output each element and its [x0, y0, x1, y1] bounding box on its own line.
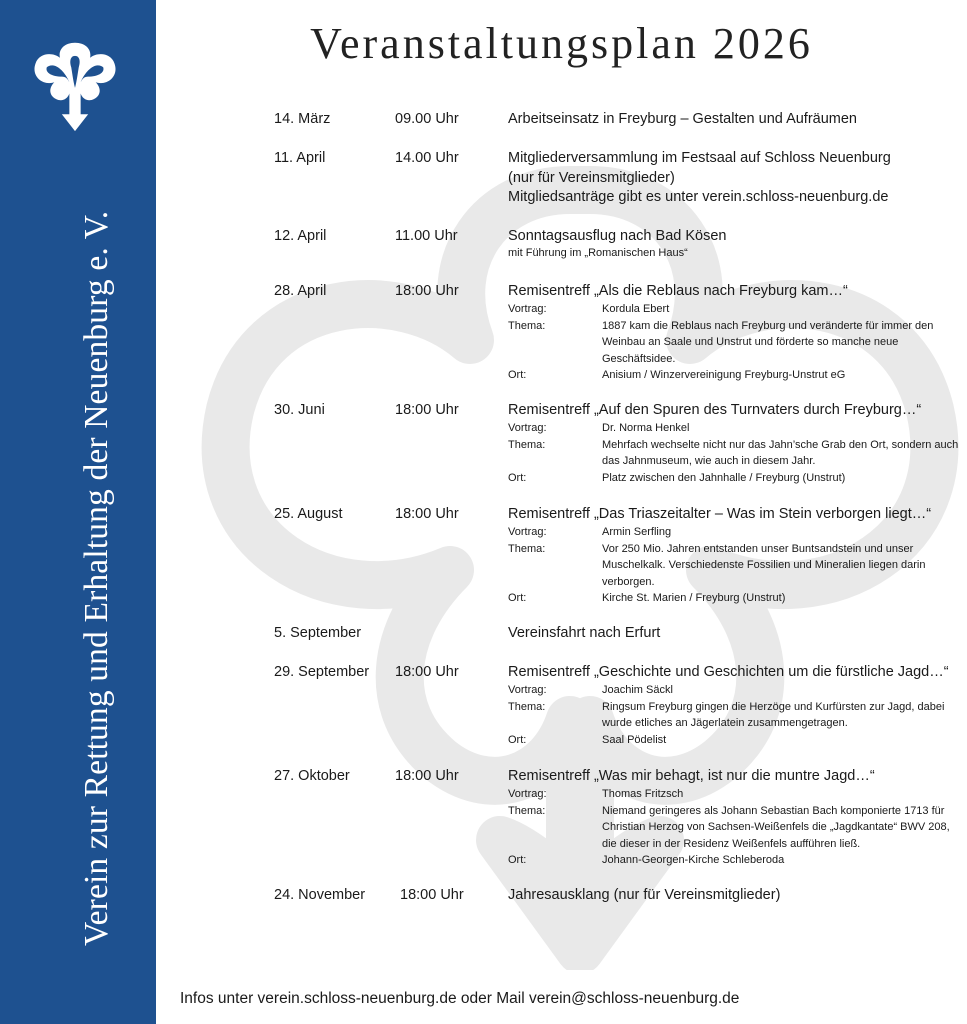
event-date: 25. August [274, 506, 343, 522]
event-title: Remisentreff „Das Triaszeitalter – Was im Stein verborgen liegt…“ [508, 506, 932, 522]
event-title: Jahresausklang (nur für Vereinsmitglieder) [508, 887, 781, 903]
fleur-de-lis-logo-icon [28, 38, 122, 134]
event-date: 5. September [274, 625, 362, 641]
event-date: 30. Juni [274, 402, 325, 418]
event-details: Vortrag: Thomas Fritzsch Thema: Niemand geringeres als Johann Sebastian Bach komponierte 1713 für Christian Herzog von Sachsen-Weißenfels die „Jagdkantate“ BWV 208, die dieser in der Residenz Weißenfels aufführen ließ. Ort: Johann-Georgen-Kirche Schleberoda [508, 788, 950, 866]
event-title: Remisentreff „Auf den Spuren des Turnvaters durch Freyburg…“ [508, 402, 922, 418]
sidebar [0, 0, 156, 1024]
event-title: Sonntagsausflug nach Bad Kösen [508, 228, 727, 244]
event-date: 24. November [274, 887, 366, 903]
event-time: 14.00 Uhr [395, 150, 459, 166]
event-time: 18:00 Uhr [395, 768, 459, 784]
page-title: Veranstaltungsplan 2026 [310, 19, 813, 68]
event-time: 18:00 Uhr [400, 887, 464, 903]
event-title: Mitgliederversammlung im Festsaal auf Schloss Neuenburg (nur für Vereinsmitglieder) Mitgliedsanträge gibt es unter verein.schloss-neuenburg.de [508, 150, 891, 205]
event-time: 18:00 Uhr [395, 283, 459, 299]
event-title: Remisentreff „Was mir behagt, ist nur die muntre Jagd…“ [508, 768, 875, 784]
event-title: Remisentreff „Als die Reblaus nach Freyburg kam…“ [508, 283, 848, 299]
event-date: 27. Oktober [274, 768, 350, 784]
event-date: 11. April [274, 150, 326, 166]
event-time: 09.00 Uhr [395, 111, 459, 127]
event-time: 11.00 Uhr [395, 228, 458, 244]
event-date: 28. April [274, 283, 327, 299]
event-time: 18:00 Uhr [395, 506, 459, 522]
event-title: Remisentreff „Geschichte und Geschichten um die fürstliche Jagd…“ [508, 664, 949, 680]
event-subtitle: mit Führung im „Romanischen Haus“ [508, 247, 688, 259]
event-time: 18:00 Uhr [395, 402, 459, 418]
event-details: Vortrag: Kordula Ebert Thema: 1887 kam die Reblaus nach Freyburg und veränderte für immer den Weinbau an Saale und Unstrut und förderte so manche neue Geschäftsidee. Ort: Anisium / Winzervereinigung Freyburg-Unstrut eG [508, 303, 934, 381]
sidebar-organization-name: Verein zur Rettung und Erhaltung der Neuenburg e. V. [78, 210, 115, 946]
event-details: Vortrag: Joachim Säckl Thema: Ringsum Freyburg gingen die Herzöge und Kurfürsten zur Jagd, dabei wurde etliches an Jägerlatein zusammengetragen. Ort: Saal Pödelist [508, 684, 945, 746]
event-title: Vereinsfahrt nach Erfurt [508, 625, 661, 641]
event-details: Vortrag: Dr. Norma Henkel Thema: Mehrfach wechselte nicht nur das Jahn’sche Grab den Ort, sondern auch das Jahnmuseum, wie auch in diesem Jahr. Ort: Platz zwischen den Jahnhalle / Freyburg (Unstrut) [508, 422, 959, 484]
event-title: Arbeitseinsatz in Freyburg – Gestalten und Aufräumen [508, 111, 857, 127]
event-date: 29. September [274, 664, 370, 680]
event-date: 14. März [274, 111, 331, 127]
footer-contact: Infos unter verein.schloss-neuenburg.de oder Mail verein@schloss-neuenburg.de [180, 990, 740, 1007]
event-time: 18:00 Uhr [395, 664, 459, 680]
event-details: Vortrag: Armin Serfling Thema: Vor 250 Mio. Jahren entstanden unser Buntsandstein und unser Muschelkalk. Verschiedenste Fossilien und Mineralien liegen darin verborgen. Ort: Kirche St. Marien / Freyburg (Unstrut) [508, 526, 926, 604]
event-date: 12. April [274, 228, 327, 244]
